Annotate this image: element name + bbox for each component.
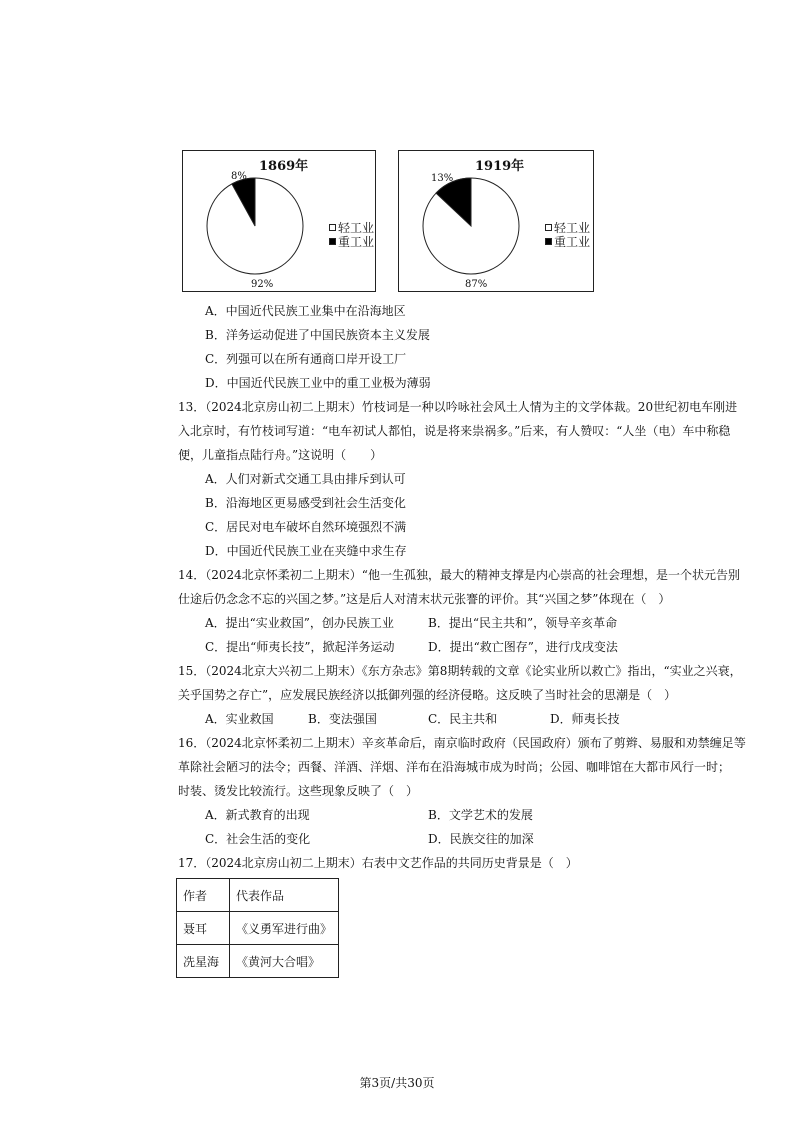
legend-heavy-label: 重工业: [338, 235, 375, 249]
legend-light-label: 轻工业: [554, 221, 591, 235]
q16-option-a: A．新式教育的出现: [205, 808, 310, 822]
pie-chart-1869: [182, 150, 376, 292]
table-row: [177, 912, 339, 945]
q14-stem-line-2: 仕途后仍念念不忘的兴国之梦。”这是后人对清末状元张謇的评价。其“兴国之梦”体现在（ ）: [178, 592, 671, 606]
table-cell-author: 聂耳: [177, 912, 230, 945]
table-header-author: 作者: [177, 879, 230, 912]
works-table: [176, 878, 339, 978]
pie-chart-1919: [398, 150, 594, 292]
light-percent-label: 87%: [465, 279, 488, 290]
q16-option-b: B．文学艺术的发展: [428, 808, 533, 822]
q13-stem-line-1: 13．（2024北京房山初二上期末）竹枝词是一种以吟咏社会风土人情为主的文学体裁。20世纪初电车刚进: [178, 400, 738, 414]
table-cell-author: 冼星海: [177, 945, 230, 978]
chart-title: 1869年: [259, 159, 309, 174]
q16-stem-line-3: 时装、烫发比较流行。这些现象反映了（ ）: [178, 784, 419, 798]
light-percent-label: 92%: [251, 279, 274, 290]
legend-heavy: [329, 233, 374, 250]
pie-svg: [419, 171, 529, 281]
heavy-percent-label: 8%: [231, 171, 247, 182]
light-swatch-icon: [545, 224, 552, 231]
heavy-swatch-icon: [545, 238, 552, 245]
q16-stem-line-1: 16．（2024北京怀柔初二上期末）辛亥革命后，南京临时政府（民国政府）颁布了剪辫、易服和劝禁缠足等: [178, 736, 746, 750]
table-header-works: 代表作品: [230, 879, 339, 912]
page-footer: 第3页/共30页: [359, 1076, 435, 1090]
table-cell-work: 《义勇军进行曲》: [230, 912, 339, 945]
legend-heavy-label: 重工业: [554, 235, 591, 249]
q13-stem-line-2: 入北京时，有竹枝词写道：“电车初试人都怕，说是将来祟祸多。”后来，有人赞叹：“人坐（电）车中称稳: [178, 424, 731, 438]
q15-stem-line-2: 关乎国势之存亡”，应发展民族经济以抵御列强的经济侵略。这反映了当时社会的思潮是（ ）: [178, 688, 677, 702]
q14-option-c: C．提出“师夷长技”，掀起洋务运动: [205, 640, 395, 654]
q14-stem-line-1: 14．（2024北京怀柔初二上期末）“他一生孤独，最大的精神支撑是内心崇高的社会理想，是一个状元告别: [178, 568, 740, 582]
q14-option-a: A．提出“实业救国”，创办民族工业: [205, 616, 394, 630]
table-row: [177, 945, 339, 978]
q17-stem: 17．（2024北京房山初二上期末）右表中文艺作品的共同历史背景是（ ）: [178, 856, 578, 870]
q14-option-b: B．提出“民主共和”，领导辛亥革命: [428, 616, 618, 630]
q16-option-c: C．社会生活的变化: [205, 832, 311, 846]
q13-option-d: D．中国近代民族工业在夹缝中求生存: [205, 544, 407, 558]
q15-option-a: A．实业救国: [205, 712, 274, 726]
q15-option-d: D．师夷长技: [550, 712, 620, 726]
q12-option-d: D．中国近代民族工业中的重工业极为薄弱: [205, 376, 431, 390]
heavy-percent-label: 13%: [431, 173, 454, 184]
heavy-swatch-icon: [329, 238, 336, 245]
q16-option-d: D．民族交往的加深: [428, 832, 534, 846]
q13-stem-line-3: 便，儿童指点陆行舟。”这说明（ ）: [178, 448, 383, 462]
q15-stem-line-1: 15．（2024北京大兴初二上期末）《东方杂志》第8期转载的文章《论实业所以救亡》指出，“实业之兴衰，: [178, 664, 742, 678]
q15-option-b: B．变法强国: [308, 712, 377, 726]
pie-svg: [203, 171, 313, 281]
table-cell-work: 《黄河大合唱》: [230, 945, 339, 978]
legend-light-label: 轻工业: [338, 221, 375, 235]
q12-option-a: A．中国近代民族工业集中在沿海地区: [205, 304, 406, 318]
chart-title: 1919年: [475, 159, 525, 174]
q16-stem-line-2: 革除社会陋习的法令；西餐、洋酒、洋烟、洋布在沿海城市成为时尚；公园、咖啡馆在大都市风行一时；: [178, 760, 731, 774]
q12-option-c: C．列强可以在所有通商口岸开设工厂: [205, 352, 407, 366]
light-swatch-icon: [329, 224, 336, 231]
q12-option-b: B．洋务运动促进了中国民族资本主义发展: [205, 328, 430, 342]
legend-heavy: [545, 233, 590, 250]
q14-option-d: D．提出“救亡图存”，进行戊戌变法: [428, 640, 618, 654]
q13-option-a: A．人们对新式交通工具由排斥到认可: [205, 472, 406, 486]
q15-option-c: C．民主共和: [428, 712, 498, 726]
q13-option-b: B．沿海地区更易感受到社会生活变化: [205, 496, 406, 510]
q13-option-c: C．居民对电车破坏自然环境强烈不满: [205, 520, 407, 534]
table-header-row: [177, 879, 339, 912]
